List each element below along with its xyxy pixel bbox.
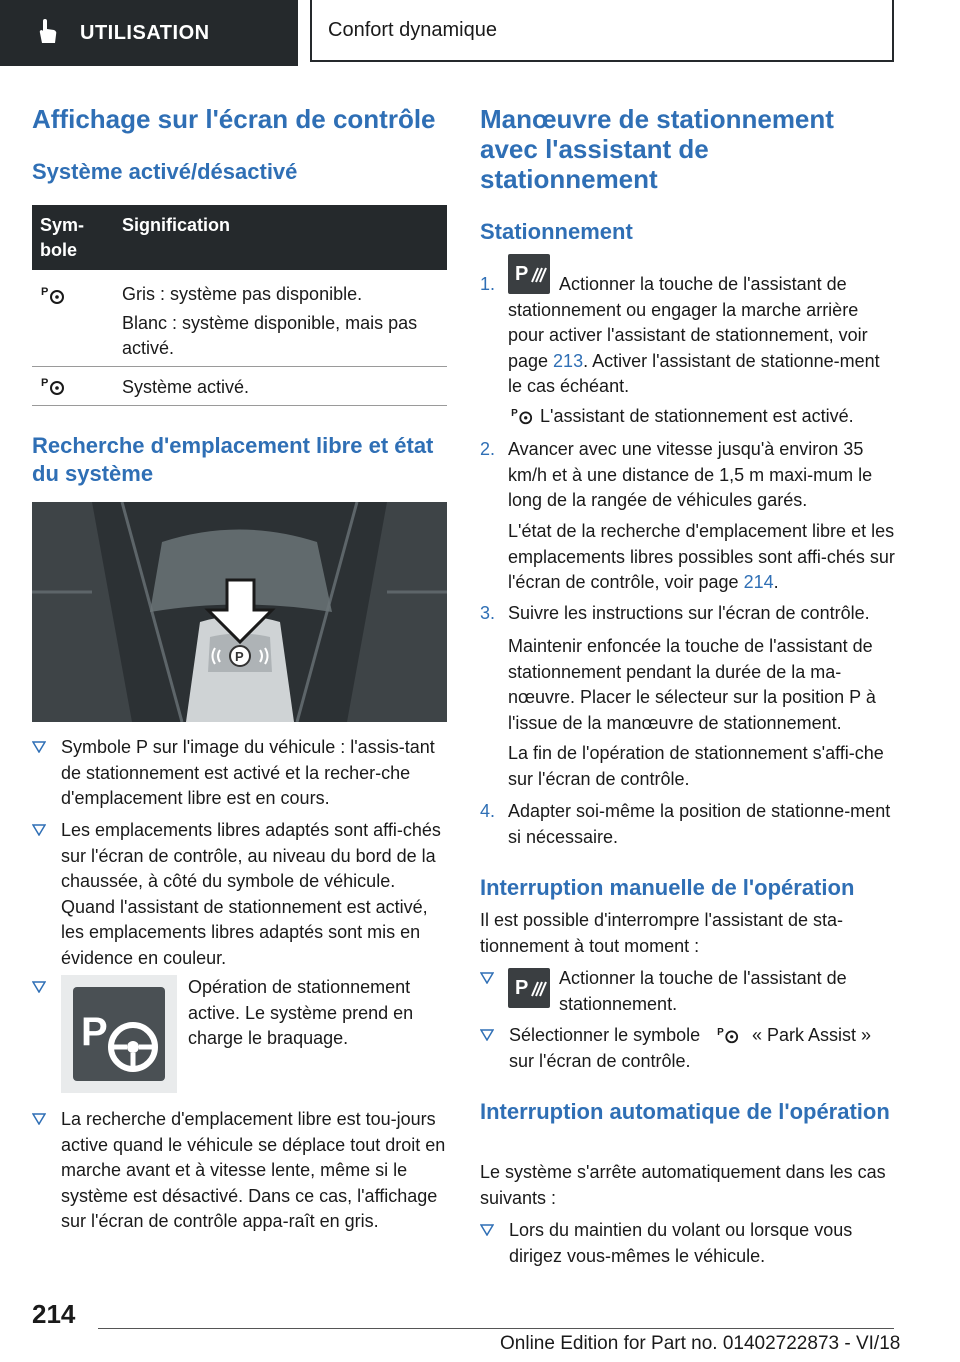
right-title: Manœuvre de stationnement avec l'assistant de stationnement [480,104,834,194]
bullet-text: « Park Assist » sur l'écran de contrôle. [509,1025,872,1071]
page-link[interactable]: 214 [743,572,774,592]
col-symbol-header: Sym- bole [40,215,85,260]
step-number: 4. [480,801,496,821]
list-item [32,735,447,815]
step-text: Suivre les instructions sur l'écran de contrôle. [508,603,870,623]
page-link[interactable]: 213 [553,350,584,371]
manual-intro: Il est possible d'interrompre l'assistant de sta-tionnement à tout moment : [480,910,844,956]
search-heading: Recherche d'emplacement libre et état du système [32,433,434,486]
hand-pointer-icon [28,13,68,53]
section-tab [0,0,298,66]
bullet-text: Sélectionner le symbole [509,1025,701,1045]
list-item [480,966,894,1016]
bullet-triangle-icon [480,972,494,984]
list-item [480,1218,894,1273]
step-note: L'état de la recherche d'emplacement libre et les emplacements libres possibles sont affi-chés sur l'écran de contrôle, voir page 214. [508,521,895,592]
svg-text:P: P [235,649,244,664]
step-number: 3. [480,603,496,623]
bullet-triangle-icon [32,741,46,753]
subtitle: Système activé/désactivé [32,159,298,184]
list-item [32,975,447,1095]
bullet-triangle-icon [32,981,46,993]
step-note: La fin de l'opération de stationnement s'affi-che sur l'écran de contrôle. [508,743,884,789]
row-text: Blanc : système disponible, mais pas activé. [122,313,418,358]
page-title: Affichage sur l'écran de contrôle [32,104,436,134]
svg-text:P: P [515,977,529,999]
manual-heading: Interruption manuelle de l'opération [480,875,855,900]
table-row [32,367,447,406]
chapter-label: Confort dynamique [328,18,497,41]
step-note: L'assistant de stationnement est activé. [540,406,854,426]
list-item [32,818,447,968]
bullet-text: Les emplacements libres adaptés sont affi-chés sur l'écran de contrôle, au niveau du bord de la chaussée, à côté du symbole de véhicule. Quand l'assistant de stationnement est activé, les emplacements libres adaptés sont mis en évidence en couleur. [61,820,441,968]
control-display-illustration [32,502,447,722]
steering-control-icon [61,975,177,1093]
bullet-text: Actionner la touche de l'assistant de stationnement. [559,968,847,1014]
auto-intro: Le système s'arrête automatiquement dans les cas suivants : [480,1162,886,1208]
svg-text:P: P [41,377,49,389]
bullet-text: Opération de stationnement active. Le système prend en charge le braquage. [188,977,414,1048]
list-item [480,1023,894,1078]
step-text: Actionner la touche de l'assistant de stationnement ou engager la marche arrière pour activer l'assistant de stationnement, voir page 213. Activer l'assistant de stationne-ment le cas échéant. [508,274,880,396]
page-number: 214 [32,1299,76,1329]
step-number: 1. [480,274,496,294]
symbol-table [32,205,447,406]
bullet-text: Symbole P sur l'image du véhicule : l'assis-tant de stationnement est activé et la recher-che d'emplacement libre est en cours. [61,737,435,808]
page-header [0,0,960,66]
svg-text:P: P [717,1027,724,1038]
bullet-triangle-icon [480,1029,494,1041]
step-number: 2. [480,439,496,459]
row-text: Système activé. [122,377,250,397]
park-assist-gray-icon [40,284,68,306]
bullet-text: La recherche d'emplacement libre est tou-jours active quand le véhicule se déplace tout droit en marche avant et à vitesse lente, même si le système est désactivé. Dans ce cas, l'affichage sur l'écran de contrôle appa-raît en gris. [61,1109,446,1231]
table-row [32,270,447,367]
section-label: UTILISATION [80,21,210,44]
edition-text: Online Edition for Part no. 01402722873 - VI/18 [500,1333,901,1354]
step-text: Avancer avec une vitesse jusqu'à environ 35 km/h et à une distance de 1,5 m maxi-mum le long de la rangée de véhicules garés. [508,439,873,510]
table-header [32,205,447,270]
col-meaning-header: Signification [122,215,230,235]
svg-text:P: P [515,263,529,285]
footer-rule [98,1328,894,1329]
bullet-triangle-icon [32,1113,46,1125]
step-text: Adapter soi-même la position de stationne-ment si nécessaire. [508,801,891,847]
step-note: Maintenir enfoncée la touche de l'assistant de stationnement pendant la durée de la ma-nœuvre. Placer le sélecteur sur la position P à l'issue de la manœuvre de stationnement. [508,636,876,733]
auto-heading: Interruption automatique de l'opération [480,1099,890,1124]
bullet-text: Lors du maintien du volant ou lorsque vous dirigez vous-mêmes le véhicule. [509,1220,853,1266]
park-assist-button-icon [508,968,550,1008]
bullet-triangle-icon [480,1224,494,1236]
svg-text:P: P [41,286,49,298]
svg-text:P: P [81,1010,108,1054]
list-item [32,1107,447,1257]
parking-heading: Stationnement [480,219,633,244]
svg-text:P: P [511,408,518,419]
bullet-triangle-icon [32,824,46,836]
parking-scene-image [32,502,447,722]
row-text: Gris : système pas disponible. [122,284,363,304]
park-assist-active-icon [510,406,536,426]
chapter-tab [310,0,894,62]
park-assist-active-icon [40,375,68,397]
